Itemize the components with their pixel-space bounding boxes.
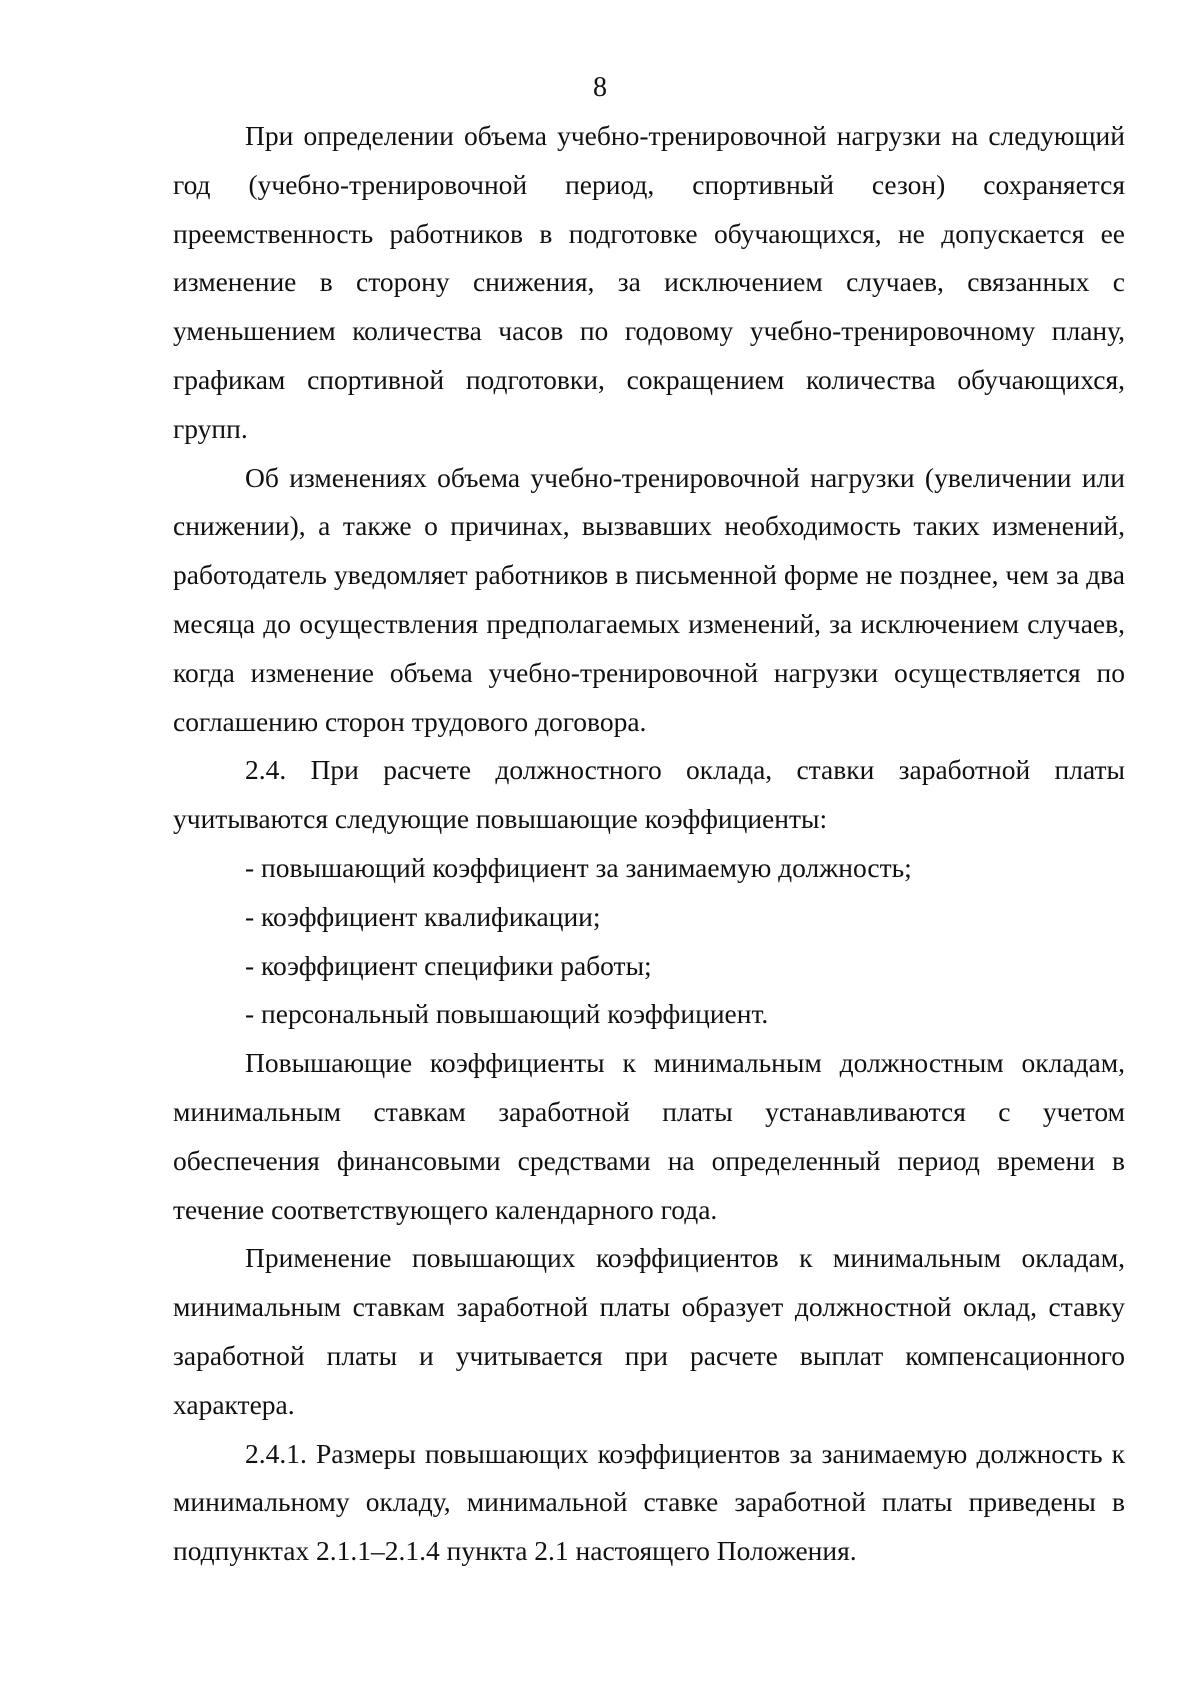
paragraph-section-2-4: 2.4. При расчете должностного оклада, ставки заработной платы учитываются следующие повышающие коэффициенты: <box>173 754 1125 835</box>
paragraph-coefficients-application: Применение повышающих коэффициентов к минимальным окладам, минимальным ставкам заработной платы образует должностной оклад, ставку заработной платы и учитывается при расчете выплат компенсационного характера. <box>173 1242 1125 1420</box>
page-number: 8 <box>593 72 607 103</box>
list-item-qualification-coefficient: - коэффициент квалификации; <box>245 900 601 932</box>
paragraph-workload-continuity: При определении объема учебно-тренировочной нагрузки на следующий год (учебно-тренировочной период, спортивный сезон) сохраняется преемственность работников в подготовке обучающихся, не допускается ее изменение в сторону снижения, за исключением случаев, связанных с уменьшением количества часов по годовому учебно-тренировочному плану, графикам спортивной подготовки, сокращением количества обучающихся, групп. <box>173 120 1125 444</box>
paragraph-coefficients-funding: Повышающие коэффициенты к минимальным должностным окладам, минимальным ставкам заработной платы устанавливаются с учетом обеспечения финансовыми средствами на определенный период времени в течение соответствующего календарного года. <box>173 1047 1125 1225</box>
list-item-position-coefficient: - повышающий коэффициент за занимаемую должность; <box>245 851 912 883</box>
document-body <box>173 112 1125 1576</box>
paragraph-section-2-4-1: 2.4.1. Размеры повышающих коэффициентов за занимаемую должность к минимальному окладу, минимальной ставке заработной платы приведены в подпунктах 2.1.1–2.1.4 пункта 2.1 настоящего Положения. <box>173 1437 1125 1567</box>
paragraph-workload-changes-notice: Об изменениях объема учебно-тренировочной нагрузки (увеличении или снижении), а также о причинах, вызвавших необходимость таких изменений, работодатель уведомляет работников в письменной форме не позднее, чем за два месяца до осуществления предполагаемых изменений, за исключением случаев, когда изменение объема учебно-тренировочной нагрузки осуществляется по соглашению сторон трудового договора. <box>173 461 1125 737</box>
list-item-personal-coefficient: - персональный повышающий коэффициент. <box>245 998 769 1030</box>
list-item-work-specifics-coefficient: - коэффициент специфики работы; <box>245 949 652 981</box>
